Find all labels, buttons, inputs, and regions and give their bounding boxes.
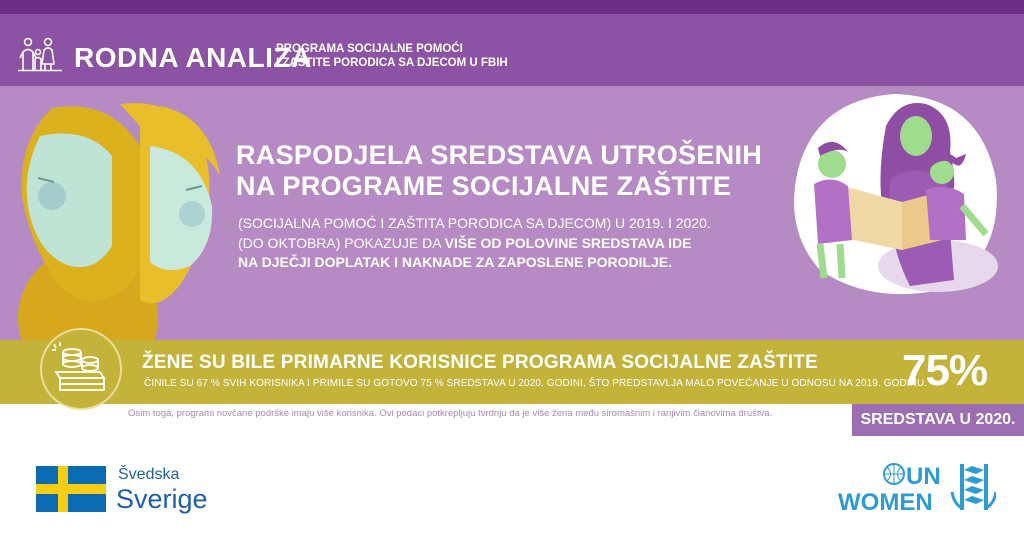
band-subtitle: ČINILE SU 67 % SVIH KORISNIKA I PRIMILE SU GOTOVO 75 % SREDSTAVA U 2020. GODINI, ŠTO PREDSTAVLJA MALO POVEĆANJE U ODNOSU NA 2019. GODINU.: [144, 378, 928, 389]
family-outline-icon: [18, 36, 62, 72]
header-subtitle: [276, 42, 508, 70]
body-line-1: (SOCIJALNA POMOĆ I ZAŠTITA PORODICA SA DJECOM) U 2019. I 2020.: [238, 215, 711, 231]
sweden-label-swedish: Sverige: [116, 484, 208, 514]
money-stack-icon: [42, 330, 120, 408]
footnote: Osim toga, programi novčane podrške imaju više korisnika. Ovi podaci potkrepljuju tvrdnju da je više žena među siromašnim i ranjivim članovima društva.: [128, 408, 773, 419]
body-line-3: [238, 253, 798, 273]
percent-value: 75%: [902, 346, 988, 395]
coin-badge: [40, 328, 122, 410]
subtitle-line-2: I ZAŠTITE PORODICA SA DJECOM U FBIH: [276, 57, 508, 69]
band-title: ŽENE SU BILE PRIMARNE KORISNICE PROGRAMA SOCIJALNE ZAŠTITE: [142, 352, 818, 373]
mother-children-illustration: [790, 90, 1000, 296]
hero-headline: [236, 140, 762, 202]
body-line-2-bold: VIŠE OD POLOVINE SREDSTAVA IDE: [444, 234, 692, 251]
unwomen-text-un: UN: [906, 463, 941, 490]
unwomen-text-women: WOMEN: [838, 489, 933, 514]
sweden-label-local: Švedska: [118, 466, 180, 483]
hero-panel: [0, 86, 1024, 340]
body-line-2-plain: (DO OKTOBRA) POKAZUJE DA: [238, 234, 445, 251]
body-line-3-bold: NA DJEČJI DOPLATAK I NAKNADE ZA ZAPOSLENE PORODILJE.: [238, 254, 673, 270]
year-badge: SREDSTAVA U 2020.: [852, 404, 1024, 436]
hero-body: [238, 214, 798, 273]
headline-line-1: RASPODJELA SREDSTAVA UTROŠENIH: [236, 140, 763, 170]
top-strip: [0, 0, 1024, 14]
body-line-2: [238, 234, 798, 254]
brand-title: RODNA ANALIZA: [74, 42, 312, 73]
headline-line-2: NA PROGRAME SOCIJALNE ZAŠTITE: [236, 171, 732, 201]
sweden-flag-icon: [36, 466, 106, 512]
header-bar: [0, 14, 1024, 86]
un-women-logo: [836, 462, 996, 514]
subtitle-line-1: PROGRAMA SOCIJALNE POMOĆI: [276, 43, 463, 55]
faces-illustration: [0, 86, 240, 340]
